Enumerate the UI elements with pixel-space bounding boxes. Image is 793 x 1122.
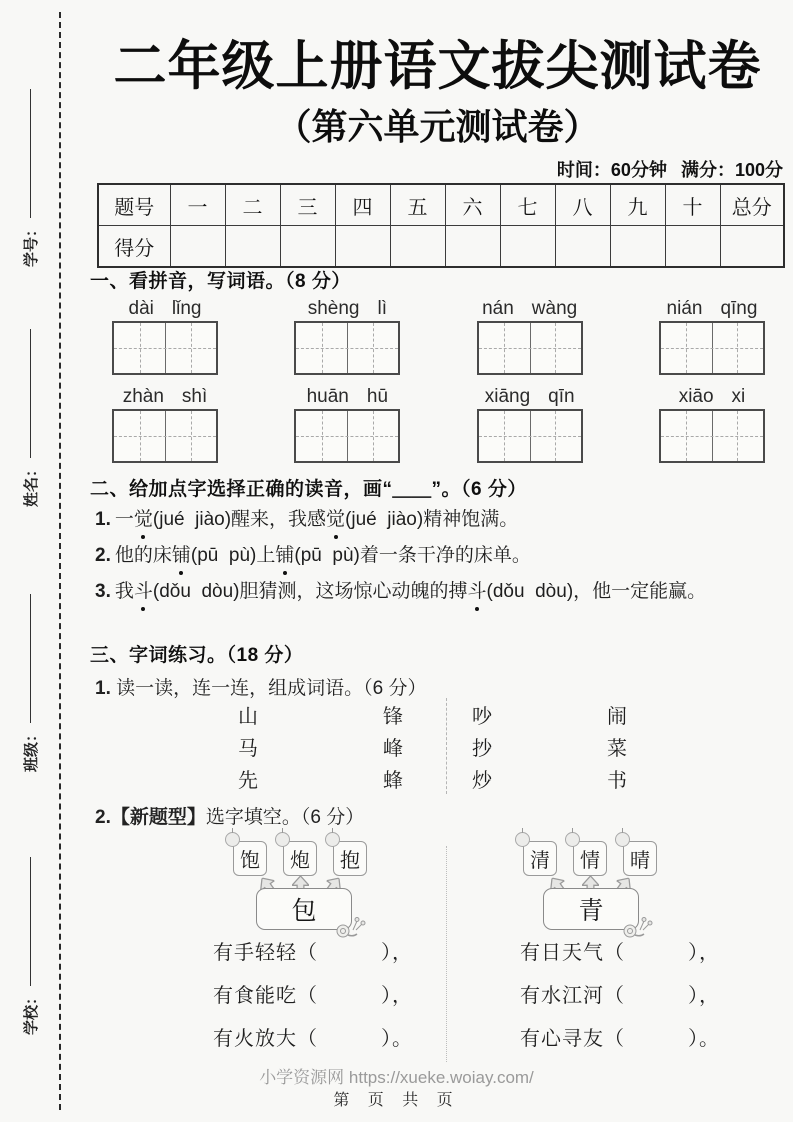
score-header-cell: 四: [335, 184, 390, 226]
option-card: [233, 841, 267, 876]
option-card: [523, 841, 557, 876]
pinyin-syllable: qīng: [720, 298, 758, 319]
pinyin-label: [112, 386, 218, 409]
match-char: 闹: [607, 706, 627, 728]
pinyin-row-2: [112, 386, 765, 463]
fill-line: 有心寻友（ ）。: [520, 1028, 720, 1050]
page-subtitle: （第六单元测试卷）: [275, 106, 600, 147]
pinyin-syllable: nián: [666, 298, 703, 319]
class-label: 班级：: [22, 726, 40, 772]
score-header-cell: 六: [445, 184, 500, 226]
section-three-title: 三、字词练习。（18 分）: [90, 645, 304, 666]
cut-line: [59, 12, 61, 1110]
pinyin-syllable: huān: [306, 386, 349, 407]
sentence-text: (dǒu dòu)胆猜测，这场惊心动魄的搏: [152, 581, 468, 602]
grid-line: [140, 411, 141, 461]
option-char: 晴: [630, 850, 650, 872]
score-cell-empty: [665, 226, 720, 268]
pinyin-label: [294, 298, 400, 321]
score-header-cell: 八: [555, 184, 610, 226]
grid-line: [686, 411, 687, 461]
footer-site-url: 小学资源网 https://xueke.woiay.com/: [259, 1068, 534, 1087]
score-header-cell: 二: [225, 184, 280, 226]
dotted-char: 斗: [468, 576, 487, 607]
pinyin-syllable: xiāng: [484, 386, 531, 407]
full-score: 满分：100分: [680, 160, 783, 180]
student-id-label: 学号：: [22, 221, 40, 267]
question-sentence: [95, 576, 743, 607]
pinyin-word: [659, 298, 765, 375]
match-char: 马: [238, 738, 258, 760]
item-number: 2.: [95, 545, 111, 566]
grid-line: [504, 411, 505, 461]
base-char-box-bao: [256, 888, 352, 930]
grid-line: [140, 323, 141, 373]
balloon-icon: [615, 832, 630, 847]
score-cell-empty: [390, 226, 445, 268]
item-number: 1.: [95, 509, 111, 530]
pinyin-syllable: xi: [731, 386, 746, 407]
section-one-title: 一、看拼音，写词语。（8 分）: [90, 271, 351, 292]
fill-line: 有水江河（ ），: [520, 985, 720, 1007]
fill-lines-qing: [520, 932, 720, 1061]
grid-line: [296, 436, 398, 437]
score-header-cell: 五: [390, 184, 445, 226]
exam-meta: [557, 156, 783, 182]
sentence-text: (jué jiào)醒来，我感: [152, 509, 327, 530]
sentence-text: (pū pù)上: [190, 545, 276, 566]
grid-line: [322, 411, 323, 461]
pinyin-syllable: zhàn: [122, 386, 164, 407]
school-blank-line: [30, 857, 31, 986]
dotted-char: 觉: [134, 504, 153, 535]
pinyin-syllable: hū: [366, 386, 389, 407]
match-char: 锋: [383, 706, 403, 728]
section-three-item1: [95, 673, 427, 700]
score-cell-empty: [335, 226, 390, 268]
score-cell-empty: [555, 226, 610, 268]
pinyin-word: [294, 298, 400, 375]
writing-box: [112, 321, 218, 375]
field-school: [18, 845, 42, 1035]
option-cards-qing: [460, 841, 720, 876]
pinyin-label: [659, 298, 765, 321]
pinyin-word: [112, 298, 218, 375]
option-char: 清: [530, 850, 550, 872]
match-char: 菜: [607, 738, 627, 760]
fill-line: 有食能吃（ ），: [213, 985, 413, 1007]
sentence-text: 一: [114, 509, 134, 530]
balloon-icon: [565, 832, 580, 847]
grid-line: [504, 323, 505, 373]
pinyin-syllable: nán: [482, 298, 514, 319]
question-sentence: [95, 540, 743, 571]
match-column-right-second: [606, 701, 628, 797]
sentence-text: (dǒu dòu)，他一定能赢。: [486, 581, 707, 602]
name-label: 姓名：: [22, 461, 40, 507]
item-text: 读一读，连一连，组成词语。（6 分）: [116, 678, 427, 699]
option-card: [573, 841, 607, 876]
option-char: 炮: [290, 850, 310, 872]
option-char: 情: [580, 850, 600, 872]
grid-line: [114, 436, 216, 437]
score-cell-empty: [280, 226, 335, 268]
item-number: 3.: [95, 581, 111, 602]
pinyin-label: [477, 386, 583, 409]
balloon-icon: [275, 832, 290, 847]
writing-box: [659, 409, 765, 463]
match-char: 蜂: [383, 770, 403, 792]
score-header-cell: 九: [610, 184, 665, 226]
score-header-cell: 十: [665, 184, 720, 226]
pinyin-label: [294, 386, 400, 409]
pinyin-word: [112, 386, 218, 463]
writing-box: [294, 409, 400, 463]
sentence-text: 他的床: [114, 545, 172, 566]
writing-box: [477, 321, 583, 375]
pinyin-label: [112, 298, 218, 321]
grid-line: [373, 323, 374, 373]
pinyin-syllable: dài: [128, 298, 154, 319]
sentence-text: (jué jiào)精神饱满。: [345, 509, 519, 530]
score-cell-empty: [225, 226, 280, 268]
grid-line: [479, 348, 581, 349]
option-cards-bao: [170, 841, 430, 876]
base-char-box-qing: [543, 888, 639, 930]
grid-line: [737, 411, 738, 461]
fill-line: 有日天气（ ），: [520, 942, 720, 964]
option-card: [333, 841, 367, 876]
grid-line: [114, 348, 216, 349]
grid-line: [479, 436, 581, 437]
student-id-blank-line: [30, 89, 31, 218]
writing-box: [112, 409, 218, 463]
score-cell-empty: [720, 226, 784, 268]
dotted-char: 铺: [172, 540, 191, 571]
field-class: [18, 582, 42, 772]
grid-line: [373, 411, 374, 461]
puzzle-divider-line: [446, 846, 447, 1062]
score-row-label: 得分: [98, 226, 170, 268]
question-sentence: [95, 504, 743, 535]
grid-line: [686, 323, 687, 373]
balloon-icon: [225, 832, 240, 847]
grid-line: [737, 323, 738, 373]
balloon-icon: [325, 832, 340, 847]
pinyin-word: [294, 386, 400, 463]
score-table-score-row: [98, 226, 784, 268]
item-number: 2.: [95, 807, 111, 828]
fill-line: 有火放大（ ）。: [213, 1028, 413, 1050]
match-char: 抄: [472, 738, 492, 760]
grid-line: [191, 411, 192, 461]
match-divider-line: [446, 698, 447, 794]
pinyin-row-1: [112, 298, 765, 375]
score-cell-empty: [445, 226, 500, 268]
match-column-left-second: [382, 701, 404, 797]
pinyin-syllable: shèng: [307, 298, 360, 319]
match-char: 炒: [472, 770, 492, 792]
pinyin-syllable: shì: [181, 386, 208, 407]
score-cell-empty: [170, 226, 225, 268]
writing-box: [477, 409, 583, 463]
footer-page-number: 第 页 共 页: [333, 1092, 460, 1109]
option-card: [283, 841, 317, 876]
pinyin-syllable: xiāo: [678, 386, 714, 407]
new-type-tag: 【新题型】: [110, 807, 206, 828]
match-char: 吵: [472, 706, 492, 728]
writing-box: [294, 321, 400, 375]
name-blank-line: [30, 329, 31, 458]
score-cell-empty: [610, 226, 665, 268]
match-char: 峰: [383, 738, 403, 760]
item-number: 1.: [95, 678, 111, 699]
score-header-cell: 三: [280, 184, 335, 226]
pinyin-syllable: wàng: [531, 298, 578, 319]
pinyin-syllable: qīn: [548, 386, 575, 407]
option-char: 抱: [340, 850, 360, 872]
score-header-cell: 一: [170, 184, 225, 226]
option-card: [623, 841, 657, 876]
sentence-text: 我: [114, 581, 134, 602]
grid-line: [296, 348, 398, 349]
item-text: 选字填空。（6 分）: [205, 807, 365, 828]
score-header-cell: 题号: [98, 184, 170, 226]
grid-line: [661, 348, 763, 349]
school-label: 学校：: [22, 989, 40, 1035]
score-cell-empty: [500, 226, 555, 268]
score-table-header-row: [98, 184, 784, 226]
pinyin-syllable: lì: [377, 298, 387, 319]
grid-line: [661, 436, 763, 437]
pinyin-word: [477, 386, 583, 463]
match-char: 书: [607, 770, 627, 792]
class-blank-line: [30, 594, 31, 723]
sentence-text: (pū pù)着一条干净的床单。: [294, 545, 531, 566]
grid-line: [555, 411, 556, 461]
time-limit: 时间：60分钟: [556, 160, 667, 180]
fill-line: 有手轻轻（ ），: [213, 942, 413, 964]
balloon-icon: [515, 832, 530, 847]
option-char: 饱: [240, 850, 260, 872]
section-two-sentences: [95, 504, 743, 612]
grid-line: [555, 323, 556, 373]
section-three-item2: [95, 802, 364, 829]
dotted-char: 铺: [275, 540, 294, 571]
pinyin-word: [659, 386, 765, 463]
base-char: 包: [291, 897, 317, 925]
pinyin-word: [477, 298, 583, 375]
fill-lines-bao: [213, 932, 413, 1061]
grid-line: [191, 323, 192, 373]
writing-box: [659, 321, 765, 375]
dotted-char: 觉: [326, 504, 345, 535]
match-char: 山: [238, 706, 258, 728]
field-student-id: [18, 77, 42, 267]
pinyin-label: [477, 298, 583, 321]
page-title: 二年级上册语文拔尖测试卷: [113, 37, 762, 96]
pinyin-syllable: lǐng: [171, 298, 202, 319]
match-column-left-first: [237, 701, 259, 797]
match-char: 先: [238, 770, 258, 792]
score-header-cell: 七: [500, 184, 555, 226]
pinyin-label: [659, 386, 765, 409]
match-column-right-first: [471, 701, 493, 797]
dotted-char: 斗: [134, 576, 153, 607]
score-header-cell: 总分: [720, 184, 784, 226]
section-two-title: 二、给加点字选择正确的读音，画“＿＿”。（6 分）: [90, 479, 527, 500]
grid-line: [322, 323, 323, 373]
field-name: [18, 317, 42, 507]
base-char: 青: [578, 897, 604, 925]
score-table: [97, 183, 785, 268]
